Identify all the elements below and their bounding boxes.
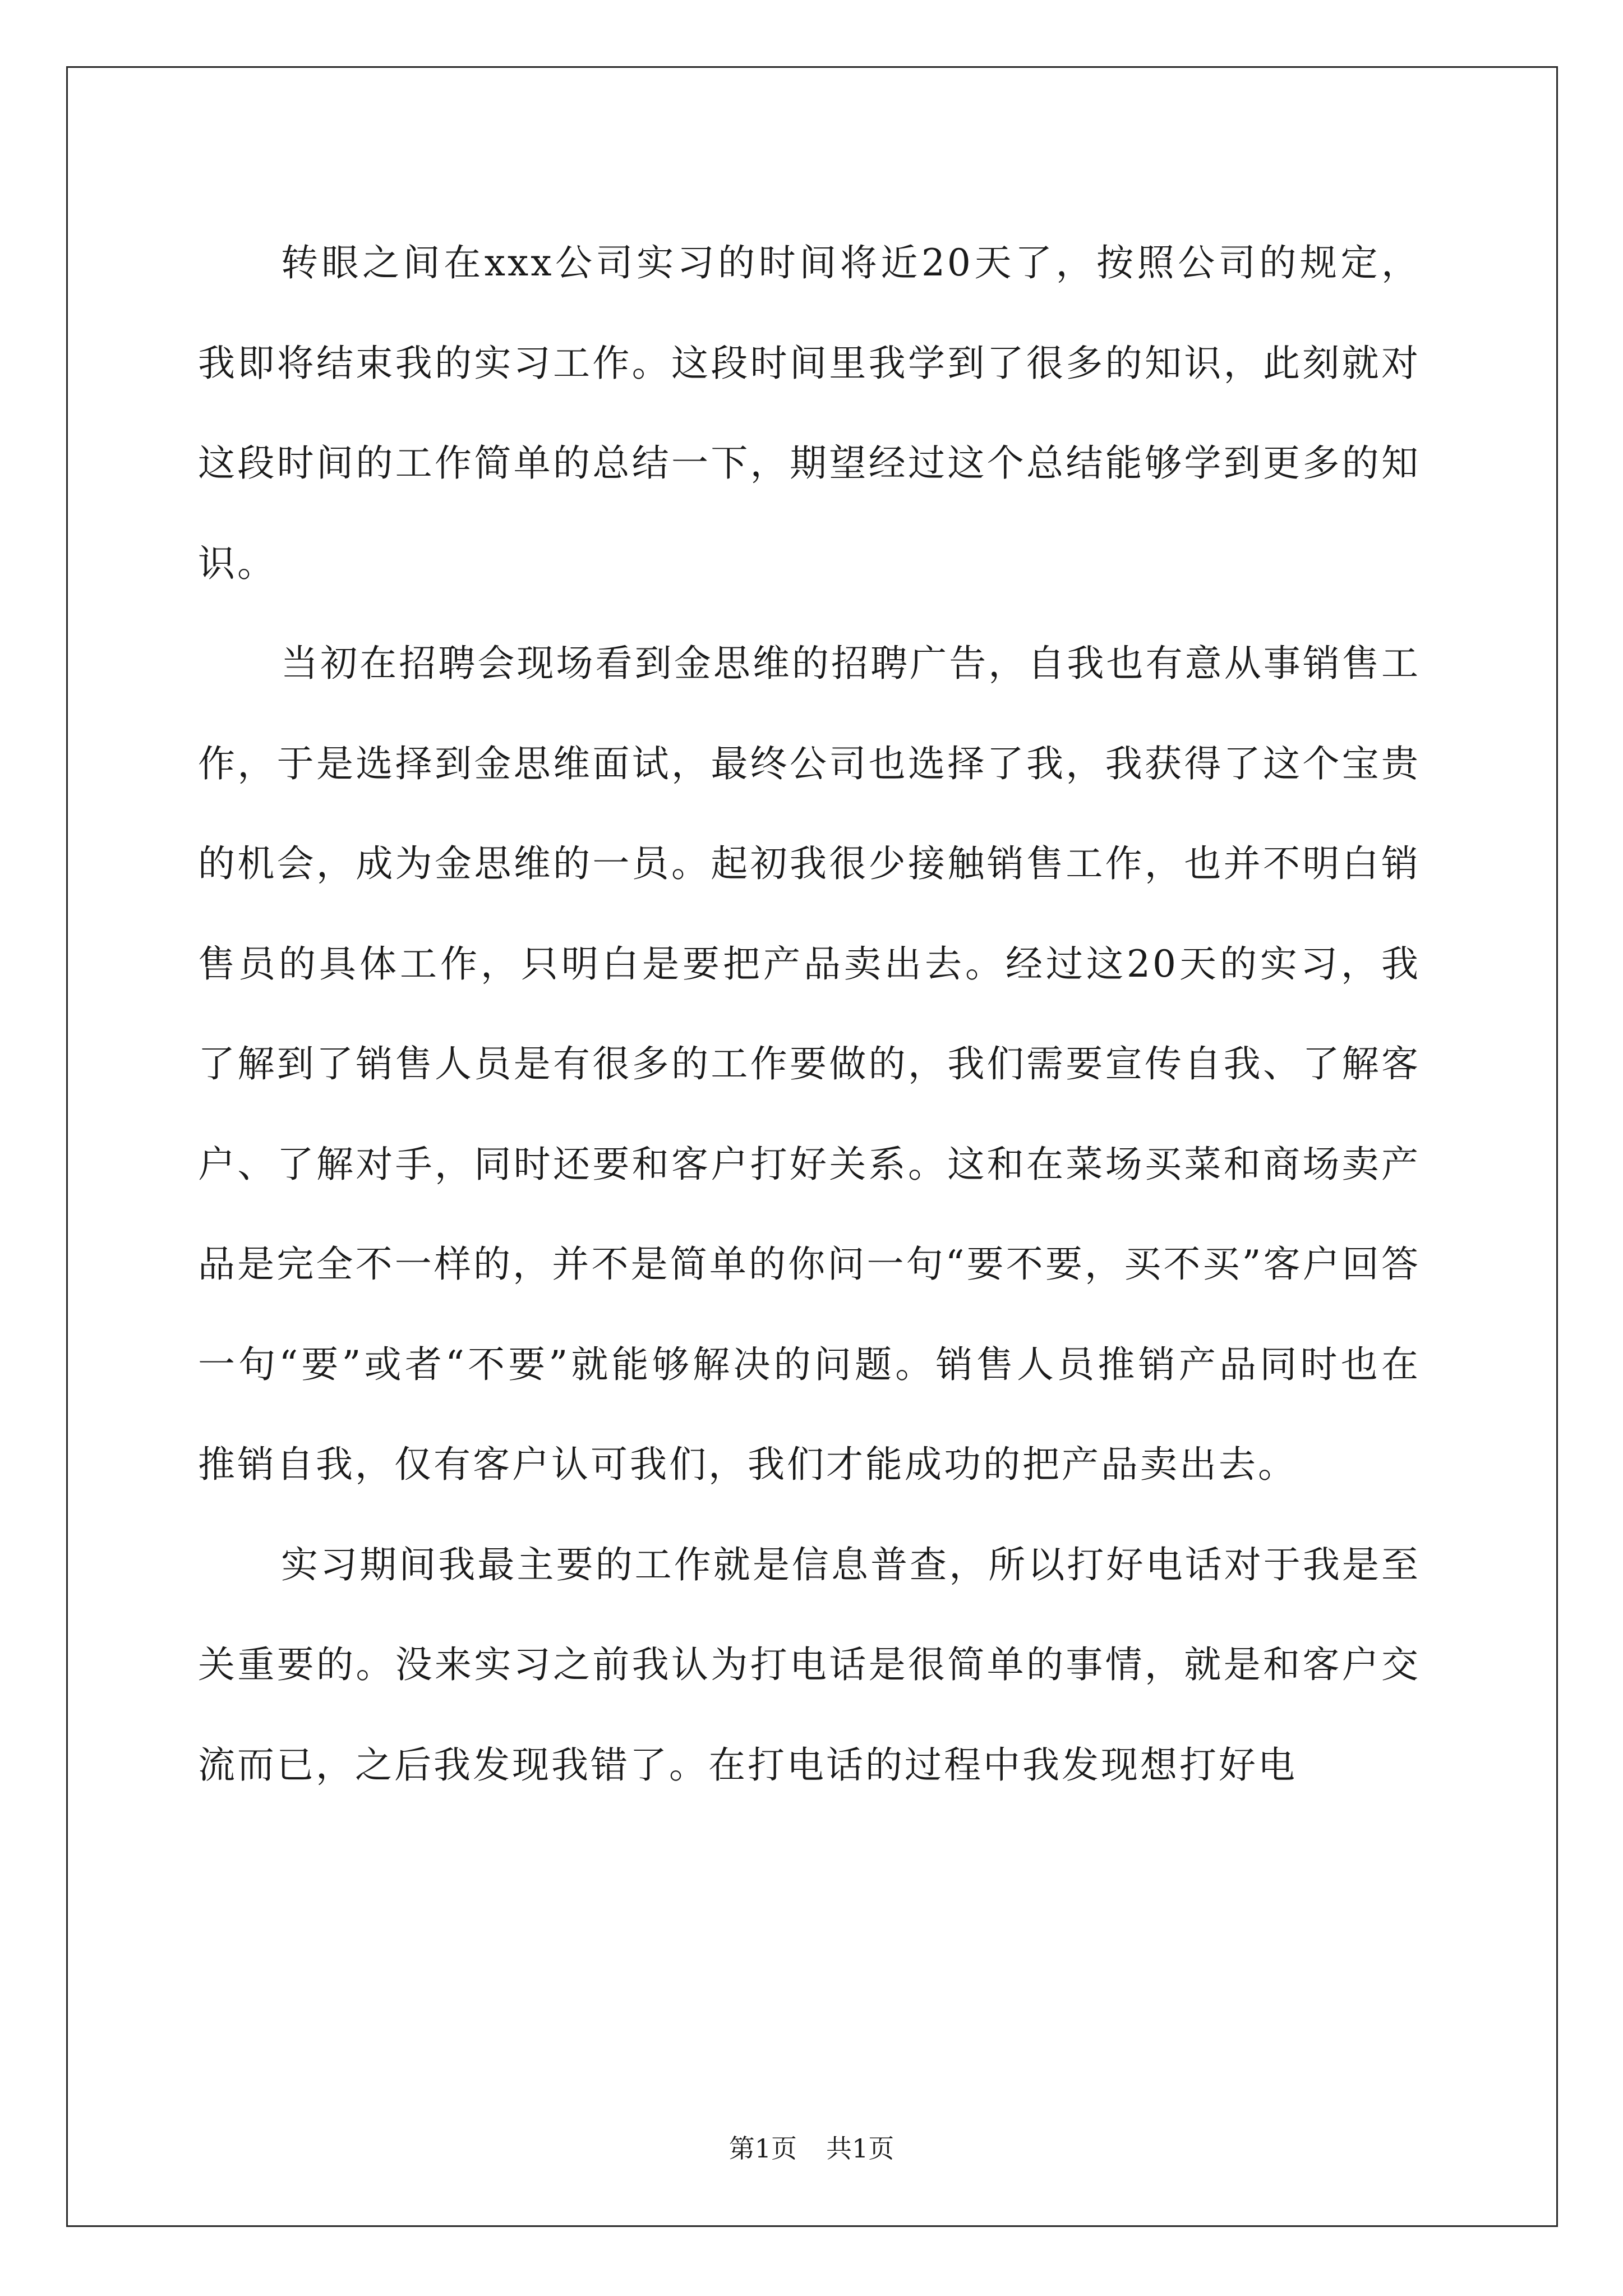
page-total: 共1页	[826, 2133, 895, 2164]
paragraph-2: 当初在招聘会现场看到金思维的招聘广告，自我也有意从事销售工作，于是选择到金思维面试，最终公司也选择了我，我获得了这个宝贵的机会，成为金思维的一员。起初我很少接触销售工作，也并不明白销售员的具体工作，只明白是要把产品卖出去。经过这20天的实习，我了解到了销售人员是有很多的工作要做的，我们需要宣传自我、了解客户、了解对手，同时还要和客户打好关系。这和在菜场买菜和商场卖产品是完全不一样的，并不是简单的你问一句“要不要，买不买”客户回答一句“要”或者“不要”就能够解决的问题。销售人员推销产品同时也在推销自我，仅有客户认可我们，我们才能成功的把产品卖出去。	[198, 642, 1421, 1486]
paragraph-3: 实习期间我最主要的工作就是信息普查，所以打好电话对于我是至关重要的。没来实习之前我认为打电话是很简单的事情，就是和客户交流而已，之后我发现我错了。在打电话的过程中我发现想打好电	[198, 1543, 1421, 1787]
document-body	[198, 213, 1421, 1815]
page-number: 第1页	[728, 2133, 797, 2164]
page-footer	[0, 2132, 1623, 2165]
paragraph-1: 转眼之间在xxx公司实习的时间将近20天了，按照公司的规定，我即将结束我的实习工作。这段时间里我学到了很多的知识，此刻就对这段时间的工作简单的总结一下，期望经过这个总结能够学到更多的知识。	[198, 241, 1421, 585]
